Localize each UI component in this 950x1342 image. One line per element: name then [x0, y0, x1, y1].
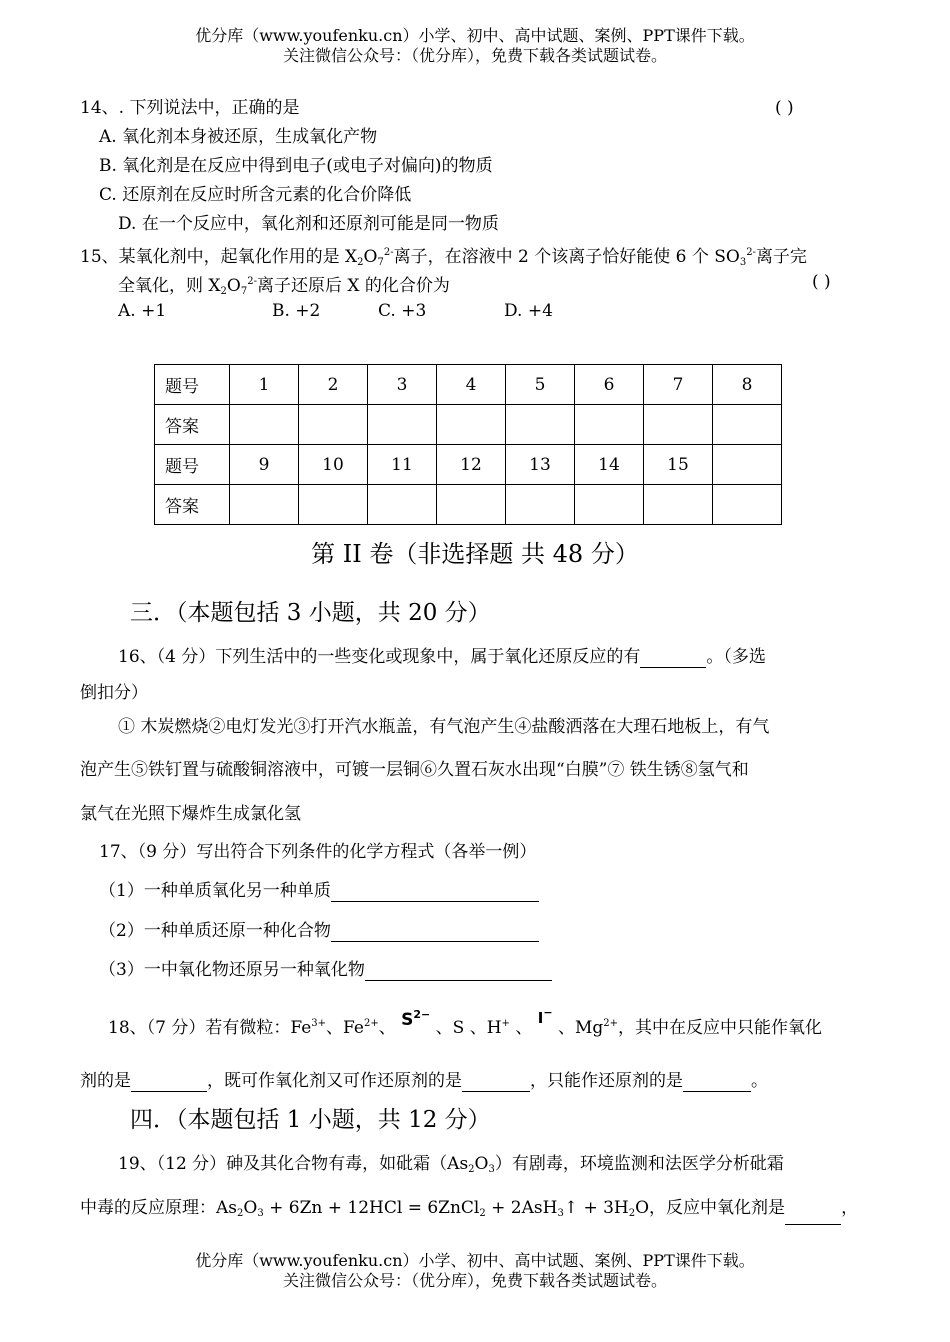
answer-cell[interactable] — [644, 485, 713, 525]
q18-s-h: 、S 、H — [435, 1018, 502, 1038]
row-label-question-number: 题号 — [155, 365, 230, 405]
q15-line-2b: 离子还原后 X 的化合价为 — [256, 276, 450, 296]
q18-line-2d: 。 — [751, 1071, 768, 1091]
q14-option-a: A. 氧化剂本身被还原，生成氧化产物 — [99, 127, 378, 147]
q14-option-d: D. 在一个反应中，氧化剂和还原剂可能是同一物质 — [118, 214, 499, 234]
q18-start: 18、（7 分）若有微粒：Fe — [108, 1018, 312, 1038]
answer-cell[interactable] — [437, 485, 506, 525]
q17-item-1 — [99, 880, 539, 902]
table-row — [155, 405, 782, 445]
question-number-cell: 15 — [644, 445, 713, 485]
part-2-title: 第 II 卷（非选择题 共 48 分） — [311, 540, 639, 568]
q15-line-2: 全氧化，则 $X_2O_7^{2-}$离子还原后 X 的化合价为 — [118, 276, 450, 297]
q17-item-3-text: （3）一中氧化物还原另一种氧化物 — [99, 960, 365, 980]
q17-item-2-blank[interactable] — [331, 923, 539, 942]
row-label-answer: 答案 — [155, 485, 230, 525]
answer-cell[interactable] — [299, 485, 368, 525]
q14-stem: 14、. 下列说法中，正确的是 — [80, 98, 300, 118]
footer-line-1: 优分库（www.youfenku.cn）小学、初中、高中试题、案例、PPT课件下载。 — [195, 1251, 755, 1270]
q18-mg: 、Mg — [557, 1018, 604, 1038]
question-number-cell: 10 — [299, 445, 368, 485]
q19-line-2: 中毒的反应原理：$As_2O_3 + 6Zn + 12HCl$ = 6ZnCl$_2$ + 2AsH$_3$↑ + $3H_2O$，反应中氧化剂是 ， — [80, 1197, 858, 1225]
q15-paren: ( ) — [812, 272, 831, 292]
q19-line-2b: + 6Zn + 12HCl = 6ZnCl — [263, 1198, 480, 1218]
q17-item-3 — [99, 959, 552, 981]
q16-stem-end: 。（多选 — [706, 647, 766, 667]
table-row — [155, 365, 782, 405]
footer-line-2: 关注微信公众号：（优分库），免费下载各类试题试卷。 — [282, 1271, 667, 1290]
answer-cell[interactable] — [230, 405, 299, 445]
question-number-cell: 5 — [506, 365, 575, 405]
q17-item-2-text: （2）一种单质还原一种化合物 — [99, 921, 331, 941]
q19-blank-oxidizer[interactable] — [785, 1206, 841, 1225]
q17-item-1-blank[interactable] — [331, 883, 539, 902]
question-number-cell: 2 — [299, 365, 368, 405]
section-4-title: 四．（本题包括 1 小题，共 12 分） — [130, 1107, 491, 1133]
q18-blank-3[interactable] — [683, 1073, 751, 1092]
question-number-cell: 11 — [368, 445, 437, 485]
question-number-cell: 7 — [644, 365, 713, 405]
q15-option-d: D. +4 — [504, 301, 553, 321]
question-number-cell: 1 — [230, 365, 299, 405]
q19-line-2d: ↑ + 3H — [563, 1198, 629, 1218]
answer-cell[interactable] — [575, 485, 644, 525]
q16-line-4: 泡产生⑤铁钉置与硫酸铜溶液中，可镀一层铜⑥久置石灰水出现“白膜”⑦ 铁生锈⑧氢气和 — [80, 760, 749, 780]
q16-line-2: 倒扣分） — [80, 683, 148, 703]
answer-cell[interactable] — [368, 485, 437, 525]
q15-option-a: A. +1 — [118, 301, 167, 321]
q16-line-1 — [118, 646, 766, 668]
question-number-cell: 14 — [575, 445, 644, 485]
q18-fe2: 、Fe — [326, 1018, 364, 1038]
question-number-cell: 9 — [230, 445, 299, 485]
q17-stem: 17、（9 分）写出符合下列条件的化学方程式（各举一例） — [99, 842, 537, 862]
q15-part-1: 15、某氧化剂中，起氧化作用的是 X — [80, 247, 358, 267]
q19-line-1: 19、（12 分）砷及其化合物有毒，如砒霜$(As_2O_3)$有剧毒，环境监测和法医学分析砒霜 — [118, 1154, 784, 1175]
q15-part-2: 离子，在溶液中 2 个该离子恰好能使 6 个 SO — [393, 247, 740, 267]
answer-cell[interactable] — [230, 485, 299, 525]
question-number-cell: 13 — [506, 445, 575, 485]
q16-stem: 16、（4 分）下列生活中的一些变化或现象中，属于氧化还原反应的有 — [118, 647, 641, 667]
answer-cell[interactable] — [713, 485, 782, 525]
q17-item-1-text: （1）一种单质氧化另一种单质 — [99, 881, 331, 901]
q15-option-b: B. +2 — [272, 301, 321, 321]
q15-line-1: 15、某氧化剂中，起氧化作用的是 $X_2O_7^{2-}$离子，在溶液中 2 个该离子恰好能使 6 个 $SO_3^{2-}$离子完 — [80, 247, 807, 268]
q19-line-2c: + 2AsH — [485, 1198, 558, 1218]
sulfide-ion-symbol: $S^{2-}$ — [401, 1008, 431, 1030]
question-number-cell: 4 — [437, 365, 506, 405]
q19-line-1b: ）有剧毒，环境监测和法医学分析砒霜 — [494, 1154, 784, 1174]
header-line-1: 优分库（www.youfenku.cn）小学、初中、高中试题、案例、PPT课件下载。 — [195, 26, 755, 45]
answer-cell[interactable] — [644, 405, 713, 445]
answer-cell[interactable] — [506, 485, 575, 525]
q14-option-c: C. 还原剂在反应时所含元素的化合价降低 — [99, 185, 412, 205]
answer-cell[interactable] — [506, 405, 575, 445]
row-label-question-number: 题号 — [155, 445, 230, 485]
q17-item-3-blank[interactable] — [365, 962, 552, 981]
q15-part-3: 离子完 — [755, 247, 807, 267]
q17-item-2 — [99, 920, 539, 942]
q15-line-2a: 全氧化，则 X — [118, 276, 221, 296]
q16-answer-blank[interactable] — [640, 649, 706, 668]
table-row — [155, 485, 782, 525]
answer-cell[interactable] — [575, 405, 644, 445]
q18-line-2c: ，只能作还原剂的是 — [530, 1071, 683, 1091]
q19-line-2e: O，反应中氧化剂是 — [635, 1198, 786, 1218]
q18-line-1: 18、（7 分）若有微粒：$Fe^{3+}$、$Fe^{2+}$、 $S^{2-}$ 、S 、H+ 、 I− 、$Mg^{2+}$，其中在反应中只能作氧化 — [108, 1006, 822, 1038]
q18-line-2b: ，既可作氧化剂又可作还原剂的是 — [207, 1071, 462, 1091]
q18-blank-2[interactable] — [462, 1073, 530, 1092]
q18-line-2a: 剂的是 — [80, 1071, 131, 1091]
row-label-answer: 答案 — [155, 405, 230, 445]
question-number-cell: 6 — [575, 365, 644, 405]
q19-line-2f: ， — [841, 1198, 859, 1218]
question-number-cell: 3 — [368, 365, 437, 405]
q18-line-2 — [80, 1070, 768, 1092]
iodide-ion-symbol: I− — [537, 1006, 553, 1027]
section-3-title: 三．（本题包括 3 小题，共 20 分） — [130, 600, 491, 626]
table-row — [155, 445, 782, 485]
q14-paren: ( ) — [775, 98, 794, 118]
question-number-cell: 8 — [713, 365, 782, 405]
question-number-cell: 12 — [437, 445, 506, 485]
q18-end: ，其中在反应中只能作氧化 — [618, 1018, 822, 1038]
q19-line-1a: 19、（12 分）砷及其化合物有毒，如砒霜（As — [118, 1154, 469, 1174]
q18-blank-1[interactable] — [131, 1073, 207, 1092]
q19-line-2a: 中毒的反应原理：As — [80, 1198, 238, 1218]
q15-option-c: C. +3 — [378, 301, 427, 321]
answer-cell[interactable] — [437, 405, 506, 445]
answer-cell[interactable] — [299, 405, 368, 445]
answer-table — [154, 364, 782, 525]
answer-cell[interactable] — [713, 405, 782, 445]
q16-line-5: 氯气在光照下爆炸生成氯化氢 — [80, 804, 301, 824]
q14-option-b: B. 氧化剂是在反应中得到电子(或电子对偏向)的物质 — [99, 156, 493, 176]
answer-cell[interactable] — [368, 405, 437, 445]
q16-line-3: ① 木炭燃烧②电灯发光③打开汽水瓶盖，有气泡产生④盐酸洒落在大理石地板上，有气 — [118, 717, 770, 737]
question-number-cell — [713, 445, 782, 485]
header-line-2: 关注微信公众号：（优分库），免费下载各类试题试卷。 — [282, 46, 667, 65]
